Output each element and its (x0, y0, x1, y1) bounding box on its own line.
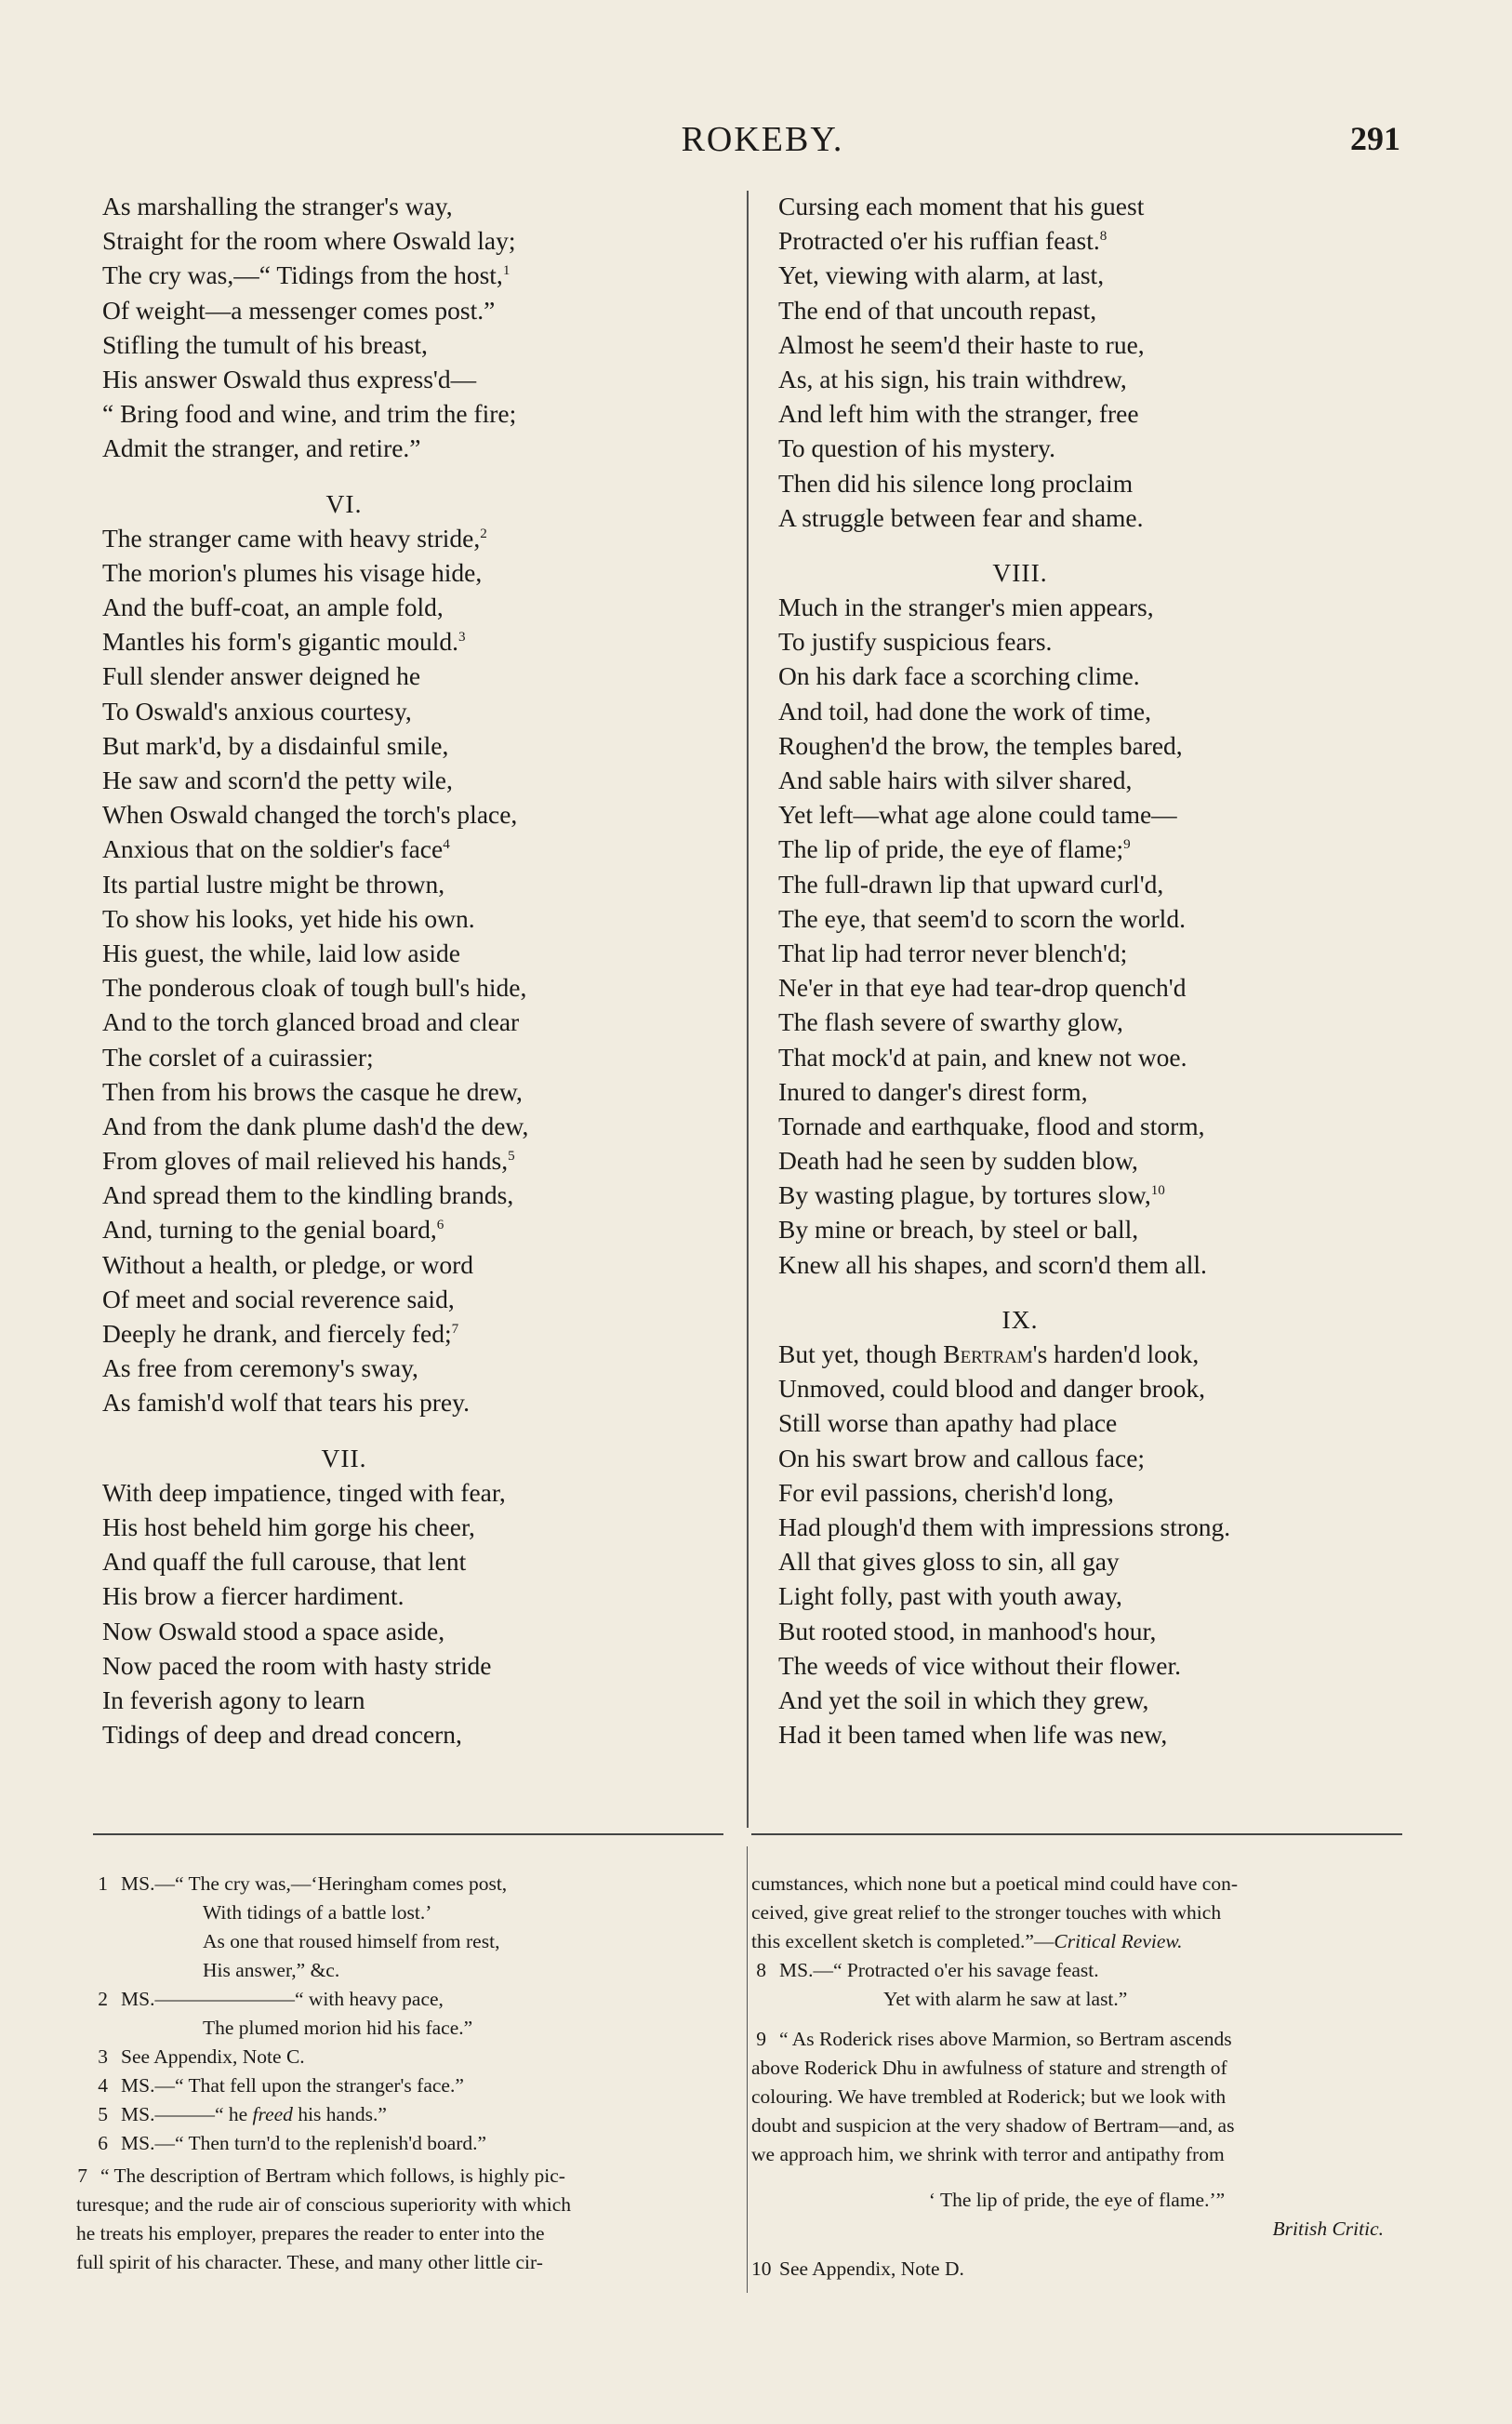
verse-line: Then from his brows the casque he drew, (102, 1076, 523, 1106)
verse-line: Deeply he drank, and fiercely fed;$^7$ (102, 1319, 459, 1348)
note-ref: 8 (1099, 229, 1107, 245)
verse-line: Yet, viewing with alarm, at last, (778, 260, 1105, 290)
verse-line: Roughen'd the brow, the temples bared, (778, 730, 1183, 760)
note-ref: 2 (480, 526, 487, 541)
right-verse-column (778, 189, 1411, 1751)
verse-line: And quaff the full carouse, that lent (102, 1547, 467, 1577)
verse-line: Now paced the room with hasty stride (102, 1650, 492, 1680)
verse-line: To Oswald's anxious courtesy, (102, 696, 412, 726)
verse-line: Still worse than apathy had place (778, 1408, 1118, 1438)
verse-line: And toil, had done the work of time, (778, 696, 1151, 726)
verse-line: To justify suspicious fears. (778, 627, 1053, 657)
footnotes-left (76, 1870, 727, 2277)
note-ref: 5 (508, 1148, 515, 1164)
verse-line: That mock'd at pain, and knew not woe. (778, 1042, 1187, 1072)
verse-line: From gloves of mail relieved his hands,$^5$ (102, 1146, 515, 1176)
verse-line: Tornade and earthquake, flood and storm, (778, 1111, 1205, 1140)
verse-line: His answer Oswald thus express'd— (102, 364, 477, 393)
note-ref: 9 (1123, 837, 1131, 853)
footnotes-right (751, 1870, 1402, 2284)
verse-line: Inured to danger's direst form, (778, 1076, 1088, 1106)
verse-line: Death had he seen by sudden blow, (778, 1146, 1138, 1176)
verse-line: The lip of pride, the eye of flame;$^9$ (778, 834, 1131, 864)
left-verse-column (102, 189, 735, 1751)
verse-line: “ Bring food and wine, and trim the fire; (102, 399, 517, 429)
verse-line: Then did his silence long proclaim (778, 468, 1134, 498)
verse-line: Almost he seem'd their haste to rue, (778, 329, 1145, 359)
verse-line: Its partial lustre might be thrown, (102, 869, 445, 899)
character-name: Bertram (943, 1339, 1033, 1368)
footnote: 5 MS.———“ he freed his hands.” (98, 2103, 387, 2125)
verse-line: Tidings of deep and dread concern, (102, 1720, 462, 1750)
verse-line: As famish'd wolf that tears his prey. (102, 1388, 470, 1418)
verse-line: To question of his mystery. (778, 433, 1056, 463)
verse-line: All that gives gloss to sin, all gay (778, 1547, 1120, 1577)
note-ref: 1 (502, 263, 511, 279)
verse-line: Light folly, past with youth away, (778, 1581, 1122, 1611)
verse-line: On his swart brow and callous face; (778, 1443, 1146, 1472)
note-ref: 7 (451, 1321, 459, 1337)
verse-line: But yet, though Bertram's harden'd look, (778, 1339, 1200, 1368)
page-number: 291 (1350, 120, 1400, 157)
verse-line: Straight for the room where Oswald lay; (102, 226, 516, 256)
verse-line: His brow a fiercer hardiment. (102, 1581, 405, 1611)
column-divider (747, 191, 749, 1828)
verse-line: Without a health, or pledge, or word (102, 1249, 474, 1279)
verse-line: Of meet and social reverence said, (102, 1284, 455, 1313)
footnote: 9 “ As Roderick rises above Marmion, so Bertram ascends above Roderick Dhu in awfulness of stature and strength of colouring. We have trembled at Roderick; but we look with doubt and suspicion at the very shadow of Bertram—and, as we approach him, we shrink with terror and antipathy from ‘ The lip of pride, the eye of flame.’” British Critic. (751, 2025, 1402, 2244)
footnote: 4 MS.—“ That fell upon the stranger's face.” (98, 2074, 464, 2097)
verse-line: Anxious that on the soldier's face$^4$ (102, 834, 450, 864)
footnote: 1 MS.—“ The cry was,—‘Heringham comes post, With tidings of a battle lost.’ As one that roused himself from rest, His answer,” &c. (98, 1872, 508, 1981)
verse-line: The end of that uncouth repast, (778, 295, 1097, 325)
footnote: 10 See Appendix, Note D. (751, 2258, 964, 2280)
verse-line: Knew all his shapes, and scorn'd them all. (778, 1249, 1207, 1279)
footnote: 7 “ The description of Bertram which follows, is highly pic- turesque; and the rude air of conscious superiority with which he treats his employer, prepares the reader to enter into the full spirit of his character. These, and many other little cir- (76, 2164, 571, 2273)
verse-line: But rooted stood, in manhood's hour, (778, 1616, 1157, 1645)
verse-line: The flash severe of swarthy glow, (778, 1007, 1123, 1037)
verse-line: Cursing each moment that his guest (778, 192, 1145, 220)
verse-line: The stranger came with heavy stride,$^2$ (102, 523, 487, 553)
verse-line: As marshalling the stranger's way, (102, 192, 453, 220)
stanza-number: VIII. (992, 557, 1048, 587)
verse-line: Protracted o'er his ruffian feast.$^8$ (778, 226, 1107, 256)
footnote: 3 See Appendix, Note C. (98, 2045, 305, 2068)
verse-line: To show his looks, yet hide his own. (102, 903, 475, 933)
verse-line: As, at his sign, his train withdrew, (778, 364, 1127, 393)
note-ref: 4 (443, 837, 450, 853)
footnote-rule-left (93, 1833, 723, 1835)
verse-line: That lip had terror never blench'd; (778, 938, 1128, 967)
verse-line: And left him with the stranger, free (778, 399, 1139, 429)
verse-line: The eye, that seem'd to scorn the world. (778, 903, 1186, 933)
verse-line: He saw and scorn'd the petty wile, (102, 766, 453, 794)
verse-line: By wasting plague, by tortures slow,$^{10}$ (778, 1180, 1165, 1210)
verse-line: Stifling the tumult of his breast, (102, 329, 428, 359)
note-ref: 3 (458, 630, 466, 646)
verse-line: And from the dank plume dash'd the dew, (102, 1111, 529, 1140)
verse-line: For evil passions, cherish'd long, (778, 1477, 1114, 1507)
attribution: British Critic. (1272, 2218, 1384, 2240)
verse-line: And to the torch glanced broad and clear (102, 1007, 520, 1037)
verse-line: Of weight—a messenger comes post.” (102, 295, 496, 325)
running-title: ROKEBY. (681, 120, 844, 159)
verse-line: With deep impatience, tinged with fear, (102, 1477, 506, 1507)
verse-line: And sable hairs with silver shared, (778, 766, 1133, 794)
page-header (0, 119, 1512, 175)
verse-line: Full slender answer deigned he (102, 661, 421, 691)
verse-line: By mine or breach, by steel or ball, (778, 1215, 1139, 1245)
verse-line: On his dark face a scorching clime. (778, 661, 1140, 691)
verse-line: Admit the stranger, and retire.” (102, 433, 421, 463)
verse-line: In feverish agony to learn (102, 1685, 365, 1714)
verse-line: The corslet of a cuirassier; (102, 1042, 374, 1072)
verse-line: The cry was,—“ Tidings from the host,$^1$ (102, 260, 511, 290)
footnote-continued: cumstances, which none but a poetical mind could have con- ceived, give great relief to the stronger touches with which this excellent sketch is completed.”—Critical Review. (751, 1872, 1239, 1952)
note-ref: 10 (1150, 1183, 1165, 1199)
verse-line: Had plough'd them with impressions strong. (778, 1512, 1231, 1541)
verse-line: Unmoved, could blood and danger brook, (778, 1374, 1206, 1404)
verse-line: And the buff-coat, an ample fold, (102, 593, 444, 622)
verse-line: Much in the stranger's mien appears, (778, 593, 1154, 622)
footnote-column-divider (747, 1846, 748, 2293)
verse-line: Ne'er in that eye had tear-drop quench'd (778, 973, 1187, 1003)
verse-line: A struggle between fear and shame. (778, 502, 1144, 532)
quoted-verse: ‘ The lip of pride, the eye of flame.’” (928, 2189, 1226, 2211)
stanza-number: IX. (1001, 1304, 1039, 1334)
verse-line: Mantles his form's gigantic mould.$^3$ (102, 627, 466, 657)
verse-line: Now Oswald stood a space aside, (102, 1616, 445, 1645)
stanza-number: VII. (321, 1443, 367, 1472)
verse-line: As free from ceremony's sway, (102, 1353, 418, 1383)
stanza-number: VI. (325, 488, 363, 518)
footnote: 8 MS.—“ Protracted o'er his savage feast. Yet with alarm he saw at last.” (756, 1959, 1128, 2010)
verse-line: Had it been tamed when life was new, (778, 1720, 1168, 1750)
verse-line: The ponderous cloak of tough bull's hide, (102, 973, 527, 1003)
verse-line: Yet left—what age alone could tame— (778, 800, 1177, 830)
verse-line: When Oswald changed the torch's place, (102, 800, 518, 830)
verse-line: And, turning to the genial board,$^6$ (102, 1215, 444, 1245)
footnote: 2 MS.———————“ with heavy pace, The plumed morion hid his face.” (98, 1988, 473, 2039)
footnote-rule-right (751, 1833, 1402, 1835)
verse-line: And spread them to the kindling brands, (102, 1180, 514, 1210)
verse-line: The full-drawn lip that upward curl'd, (778, 869, 1164, 899)
verse-line: The weeds of vice without their flower. (778, 1650, 1181, 1680)
verse-line: And yet the soil in which they grew, (778, 1685, 1149, 1714)
verse-line: His host beheld him gorge his cheer, (102, 1512, 475, 1541)
verse-line: His guest, the while, laid low aside (102, 938, 460, 967)
footnote: 6 MS.—“ Then turn'd to the replenish'd board.” (98, 2132, 487, 2154)
note-ref: 6 (436, 1218, 444, 1233)
verse-line: But mark'd, by a disdainful smile, (102, 730, 449, 760)
verse-line: The morion's plumes his visage hide, (102, 557, 483, 587)
